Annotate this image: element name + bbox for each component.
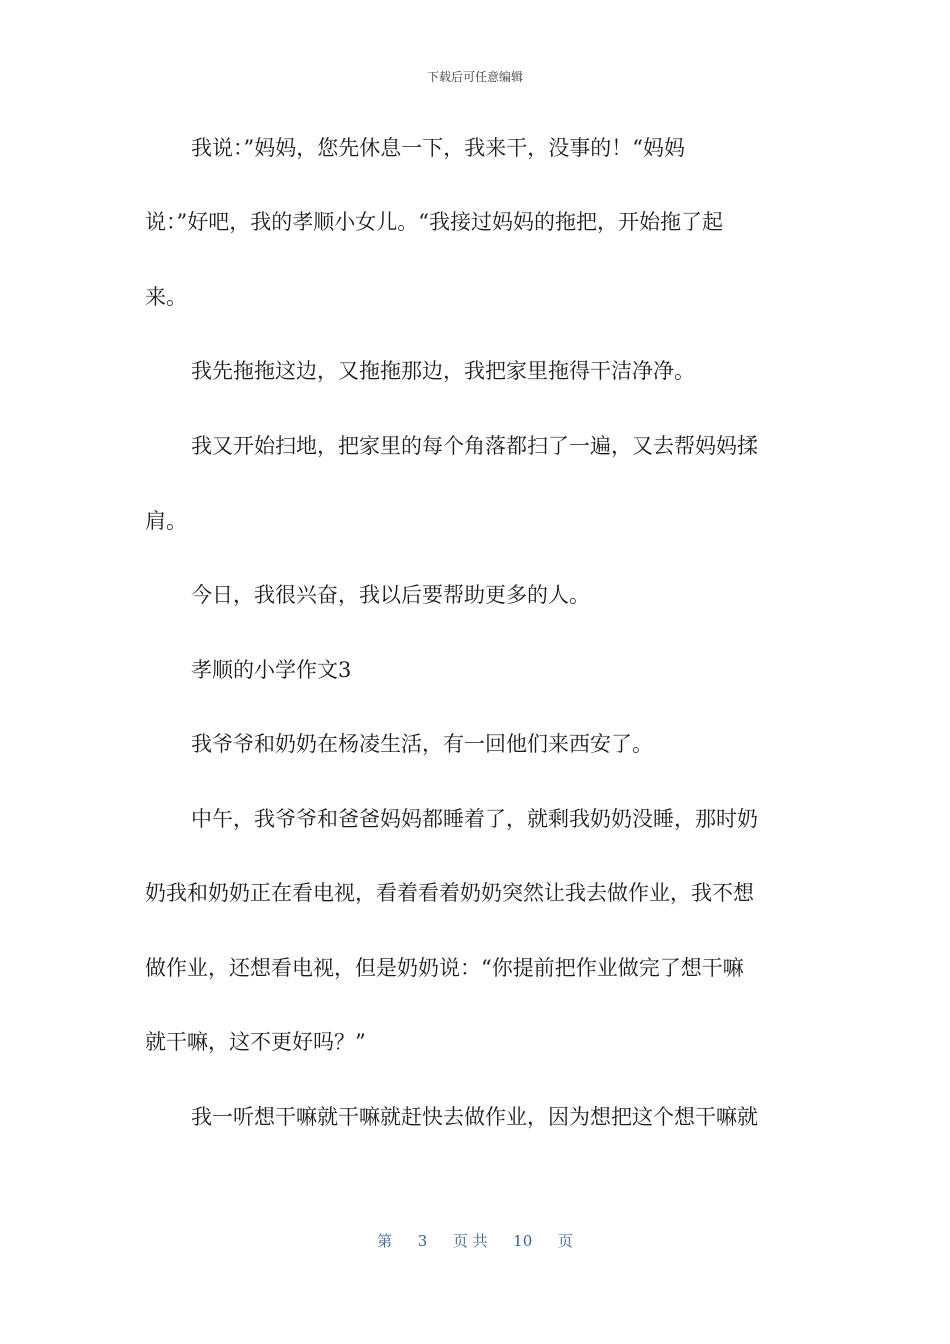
footer-mid: 页 共 <box>452 1232 488 1250</box>
text-line-11: 奶我和奶奶正在看电视，看着看着奶奶突然让我去做作业，我不想 <box>145 881 754 905</box>
text-line-5: 我又开始扫地，把家里的每个角落都扫了一遍，又去帮妈妈揉 <box>191 434 758 458</box>
footer-prefix: 第 <box>377 1232 393 1250</box>
footer-suffix: 页 <box>557 1232 573 1250</box>
text-line-14: 我一听想干嘛就干嘛就赶快去做作业，因为想把这个想干嘛就 <box>191 1105 758 1129</box>
text-line-12: 做作业，还想看电视，但是奶奶说：“你提前把作业做完了想干嘛 <box>145 956 744 980</box>
text-line-1: 我说：”妈妈，您先休息一下，我来干，没事的！“妈妈 <box>191 136 685 160</box>
text-line-2: 说：”好吧，我的孝顺小女儿。“我接过妈妈的拖把，开始拖了起 <box>145 210 723 234</box>
footer-current-page: 3 <box>417 1232 428 1250</box>
text-line-6: 肩。 <box>145 509 187 533</box>
footer-total-pages: 10 <box>513 1232 533 1250</box>
page-header: 下载后可任意编辑 <box>426 70 523 84</box>
text-line-9: 我爷爷和奶奶在杨凌生活，有一回他们来西安了。 <box>191 732 653 756</box>
text-line-4: 我先拖拖这边，又拖拖那边，我把家里拖得干洁净净。 <box>191 359 695 383</box>
page-footer <box>0 1230 950 1251</box>
text-line-7: 今日，我很兴奋，我以后要帮助更多的人。 <box>191 583 590 607</box>
text-line-3: 来。 <box>145 285 187 309</box>
text-line-13: 就干嘛，这不更好吗？” <box>145 1030 366 1054</box>
section-title: 孝顺的小学作文3 <box>191 658 352 682</box>
text-line-10: 中午，我爷爷和爸爸妈妈都睡着了，就剩我奶奶没睡，那时奶 <box>191 807 758 831</box>
